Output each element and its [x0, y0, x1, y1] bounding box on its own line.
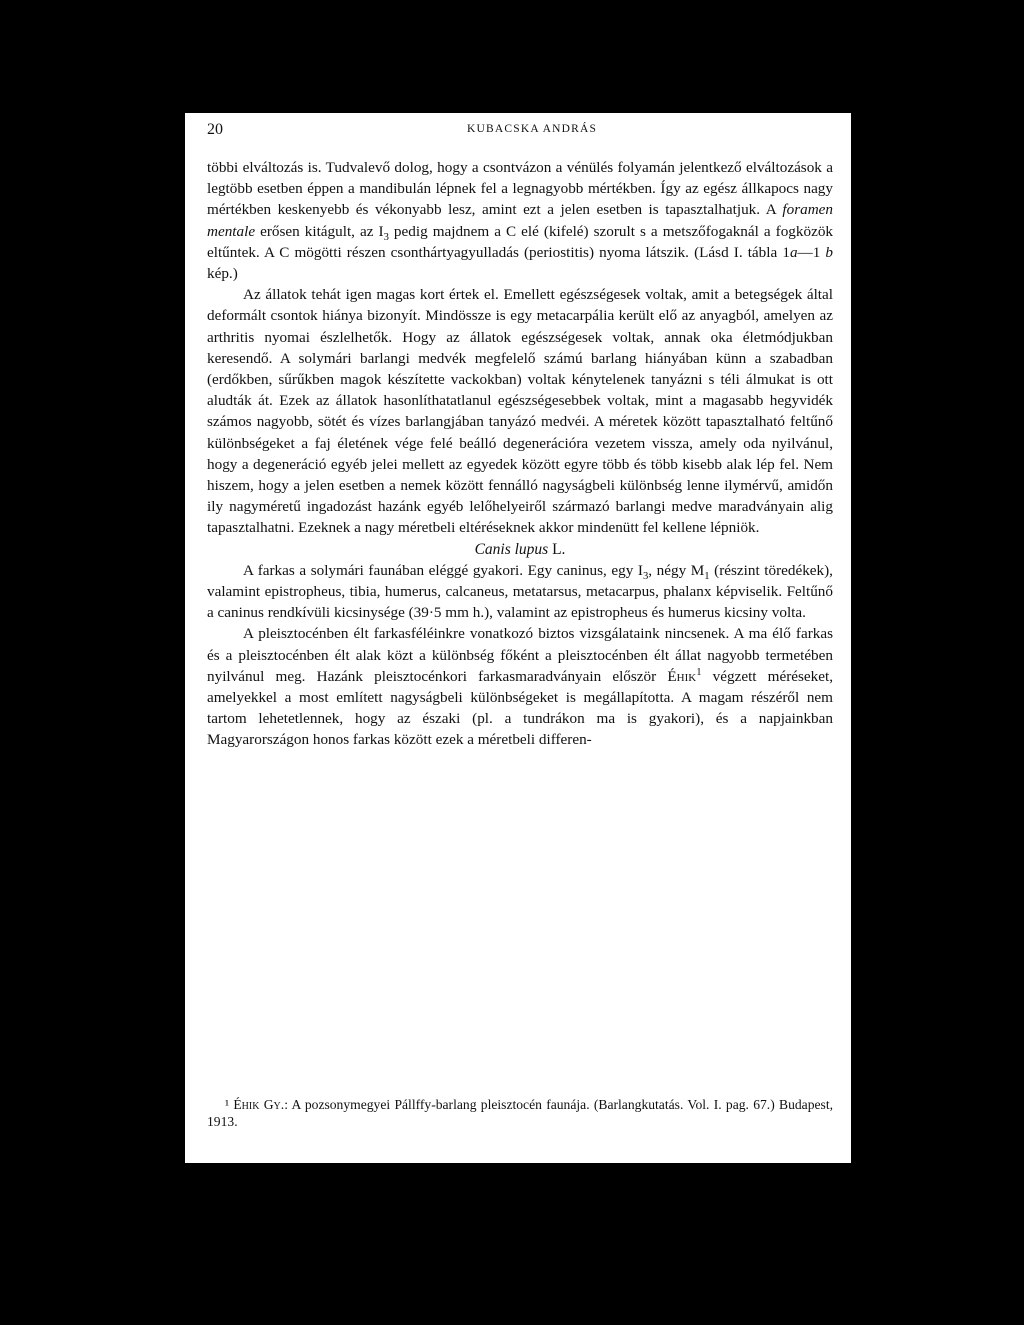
footnote-text: : A pozsonymegyei Pállffy-barlang pleisztocén faunája. (Barlangkutatás. Vol. I. pag. 67.) Budapest, 1913. [207, 1097, 834, 1129]
paragraph-1: többi elváltozás is. Tudvalevő dolog, hogy a csontvázon a vénülés folyamán jelentkező elváltozások a legtöbb esetben éppen a mandibulán lépnek fel a legnagyobb mértékben. Így az egész állkapocs nagy mértékben keskenyebb és vékonyabb lesz, amint ezt a jelen esetben is tapasztalhatjuk. A foramen mentale erősen kitágult, az $I_3$ pedig majdnem a C elé (kifelé) szorult s a metszőfogaknál a fogközök eltűntek. A C mögötti részen csonthártyagyulladás (periostitis) nyoma látszik. (Lásd I. tábla 1a—1 b kép.) [207, 159, 834, 283]
page-number: 20 [207, 121, 223, 138]
document-page [185, 113, 851, 1163]
paragraph-4: A pleisztocénben élt farkasféléinkre vonatkozó biztos vizsgálataink nincsenek. A ma élő farkas és a pleisztocénben élt alak közt a különbség főként a pleisztocénben élt állat nagyobb termetében nyilvánul meg. Hazánk pleisztocénkori farkasmaradványain először Éhik$^1$ végzett méréseket, amelyekkel a most említett nagyságbeli különbségeket is megállapította. A magam részéről nem tartom lehetetlennek, hogy az északi (pl. a tundrákon ma is gyakori), és a napjainkban Magyarországon honos farkas között ezek a méretbeli differen- [207, 625, 834, 749]
species-name: Canis lupus [474, 540, 549, 558]
running-head: KUBACSKA ANDRÁS [467, 123, 598, 135]
footnote-mark: ¹ [225, 1097, 230, 1112]
body-text [207, 157, 833, 751]
footnote [207, 1096, 833, 1130]
paragraph-2: Az állatok tehát igen magas kort értek el. Emellett egészségesek voltak, amit a betegségek által deformált csontok hiánya bizonyít. Mindössze is egy metacarpália került elő az anyagból, amelyen az arthritis nyomai észlelhetők. Hogy az állatok egészségesek voltak, annak oka életmódjukban keresendő. A solymári barlangi medvék megfelelő számú barlang hiányában künn a szabadban (erdőkben, sűrűkben magok készítette vackokban) voltak kénytelenek tanyázni s téli álmukat is ott aludták át. Ezek az állatok hasonlíthatatlanul egészségesebbek voltak, mint a magasabb hegyvidék számos nagyobb, sötét és vízes barlangjában tanyázó medvéi. A méretek között tapasztalható feltűnő különbségeket a faj életének vége felé beálló degenerációra vezetem vissza, amely oda nyilvánul, hogy a degeneráció egyéb jelei mellett az egyedek között egyre több és több kisebb alak lép fel. Nem hiszem, hogy a jelen esetben a nemek között fennálló nagyságbeli különbség lenne ilymérvű, amidőn ily nagyméretű ingadozást hazánk egyéb lelőhelyeiről származó barlangi medve maradványain alig tapasztalhatni. Ezeknek a nagy méretbeli eltéréseknek akkor mindenütt fel kellene lépniök. [207, 286, 833, 537]
page-header [207, 121, 829, 141]
italic-term: foramen mentale [207, 201, 833, 240]
section-heading [207, 539, 833, 560]
species-author: L. [552, 540, 566, 558]
paragraph-3: A farkas a solymári faunában eléggé gyakori. Egy caninus, egy $I_3$, négy $M_1$ (részint töredékek), valamint epistropheus, tibia, humerus, calcaneus, metatarsus, metacarpus, phalanx képviselik. Feltűnő a caninus rendkívüli kicsinysége (39·5 mm h.), valamint az epistropheus és humerus kicsiny volta. [207, 561, 833, 622]
footnote-author: Éhik Gy. [233, 1097, 285, 1112]
cited-author: Éhik [667, 667, 697, 685]
footnote-ref: 1 [696, 666, 702, 678]
